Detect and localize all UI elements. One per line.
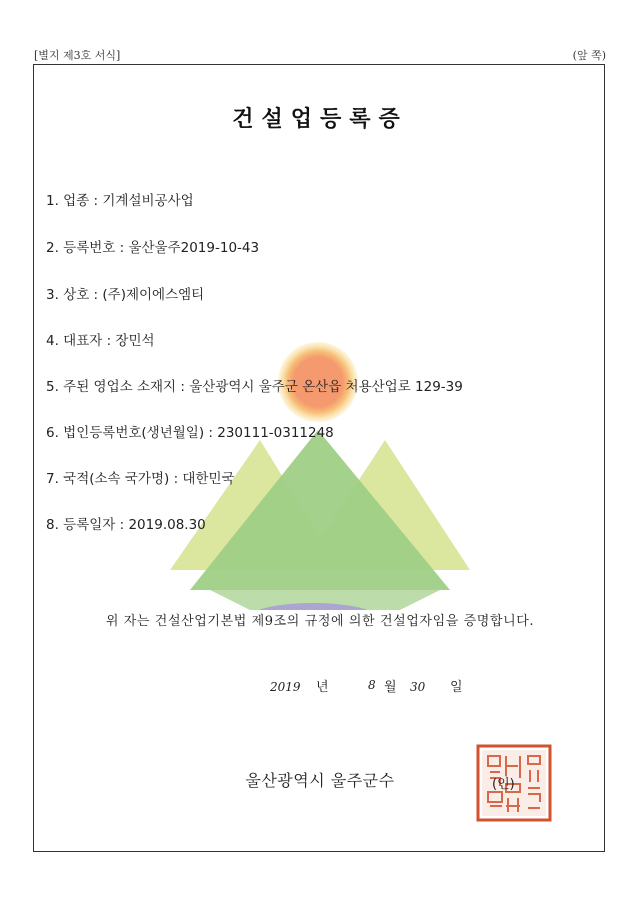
issue-month-unit: 월 [384, 680, 397, 695]
issue-year: 2019 [270, 680, 301, 694]
document-title: 건설업등록증 [232, 106, 408, 132]
certification-statement: 위 자는 건설산업기본법 제9조의 규정에 의한 건설업자임을 증명합니다. [105, 614, 535, 629]
item-business-type: 1. 업종 : 기계설비공사업 [46, 193, 194, 209]
issue-day-unit: 일 [450, 680, 463, 695]
item-nationality: 7. 국적(소속 국가명) : 대한민국 [46, 471, 235, 487]
form-number-label: [별지 제3호 서식] [34, 49, 121, 62]
issue-date [0, 676, 640, 700]
issuing-authority: 울산광역시 울주군수 [245, 771, 395, 790]
issue-day: 30 [410, 680, 426, 694]
item-company-name: 3. 상호 : (주)제이에스엠티 [46, 287, 205, 303]
item-office-address: 5. 주된 영업소 소재지 : 울산광역시 울주군 온산읍 처용산업로 129-39 [46, 379, 463, 395]
item-registration-number: 2. 등록번호 : 울산울주2019-10-43 [46, 240, 260, 256]
item-registration-date: 8. 등록일자 : 2019.08.30 [46, 517, 206, 533]
page-side-label: (앞 쪽) [572, 49, 606, 62]
item-representative: 4. 대표자 : 장민석 [46, 333, 155, 349]
issue-month: 8 [368, 678, 376, 692]
item-corporate-number: 6. 법인등록번호(생년월일) : 230111-0311248 [46, 425, 334, 441]
seal-label: (인) [492, 777, 515, 792]
issue-year-unit: 년 [316, 680, 329, 695]
